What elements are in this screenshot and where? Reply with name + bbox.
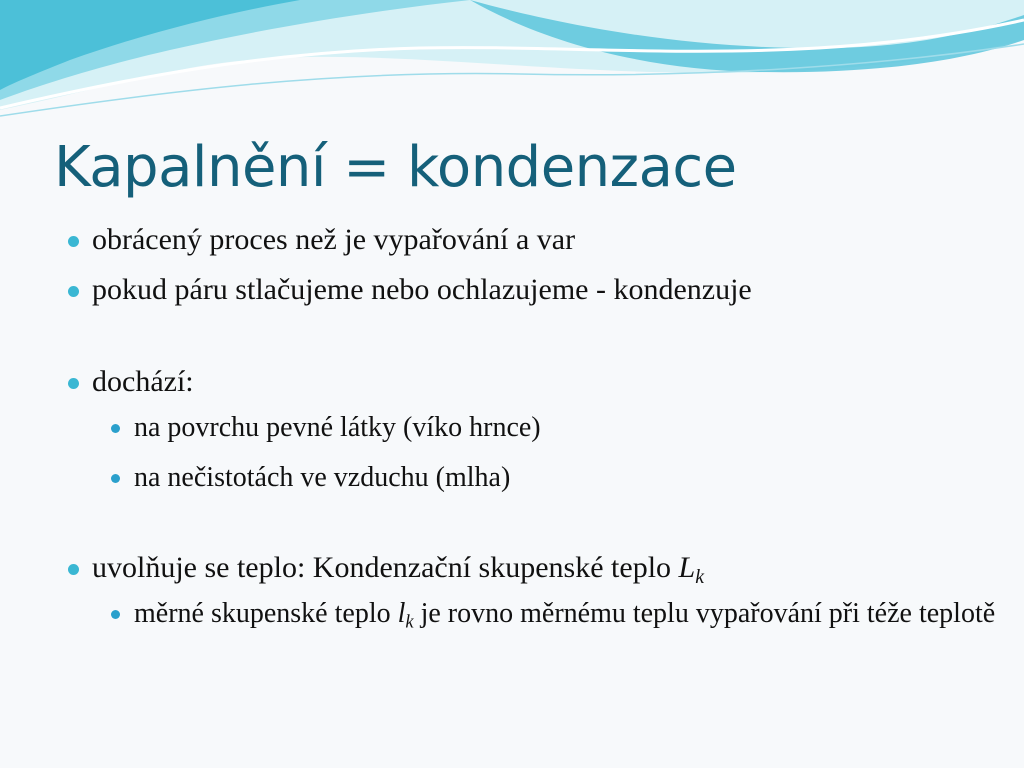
bullet-list xyxy=(64,222,1004,630)
specific-latent-heat-symbol: l xyxy=(397,598,406,629)
specific-latent-heat-subscript: k xyxy=(405,611,414,632)
latent-heat-symbol: L xyxy=(678,551,696,584)
slide-content xyxy=(64,222,1004,648)
bullet-dot-icon xyxy=(68,236,79,247)
bullet-text: uvolňuje se teplo: Kondenzační skupenské teplo xyxy=(92,551,679,584)
sub-bullet-item xyxy=(92,598,1004,630)
slide-title: Kapalnění = kondenzace xyxy=(54,135,737,200)
bullet-text: obrácený proces než je vypařování a var xyxy=(92,223,576,256)
bullet-item xyxy=(64,550,1004,630)
sub-bullet-dot-icon xyxy=(111,610,120,619)
sub-bullet-text-continuation: je rovno měrnému teplu vypařování při téže teplotě xyxy=(413,598,996,629)
bullet-dot-icon xyxy=(68,378,79,389)
bullet-text: dochází: xyxy=(92,365,194,398)
sub-bullet-dot-icon xyxy=(111,424,120,433)
sub-bullet-text: na nečistotách ve vzduchu (mlha) xyxy=(134,462,511,493)
sub-bullet-item xyxy=(92,412,1004,444)
bullet-text: pokud páru stlačujeme nebo ochlazujeme - kondenzuje xyxy=(92,273,752,306)
bullet-dot-icon xyxy=(68,286,79,297)
sub-bullet-dot-icon xyxy=(111,474,120,483)
header-wave-decoration xyxy=(0,0,1024,130)
bullet-dot-icon xyxy=(68,564,79,575)
bullet-item xyxy=(64,364,1004,494)
bullet-item xyxy=(64,272,1004,308)
sub-bullet-text: měrné skupenské teplo xyxy=(134,598,398,629)
latent-heat-subscript: k xyxy=(695,565,704,588)
bullet-item xyxy=(64,222,1004,258)
sub-bullet-list xyxy=(92,598,1004,630)
sub-bullet-item xyxy=(92,462,1004,494)
sub-bullet-list xyxy=(92,412,1004,494)
sub-bullet-text: na povrchu pevné látky (víko hrnce) xyxy=(134,412,541,443)
